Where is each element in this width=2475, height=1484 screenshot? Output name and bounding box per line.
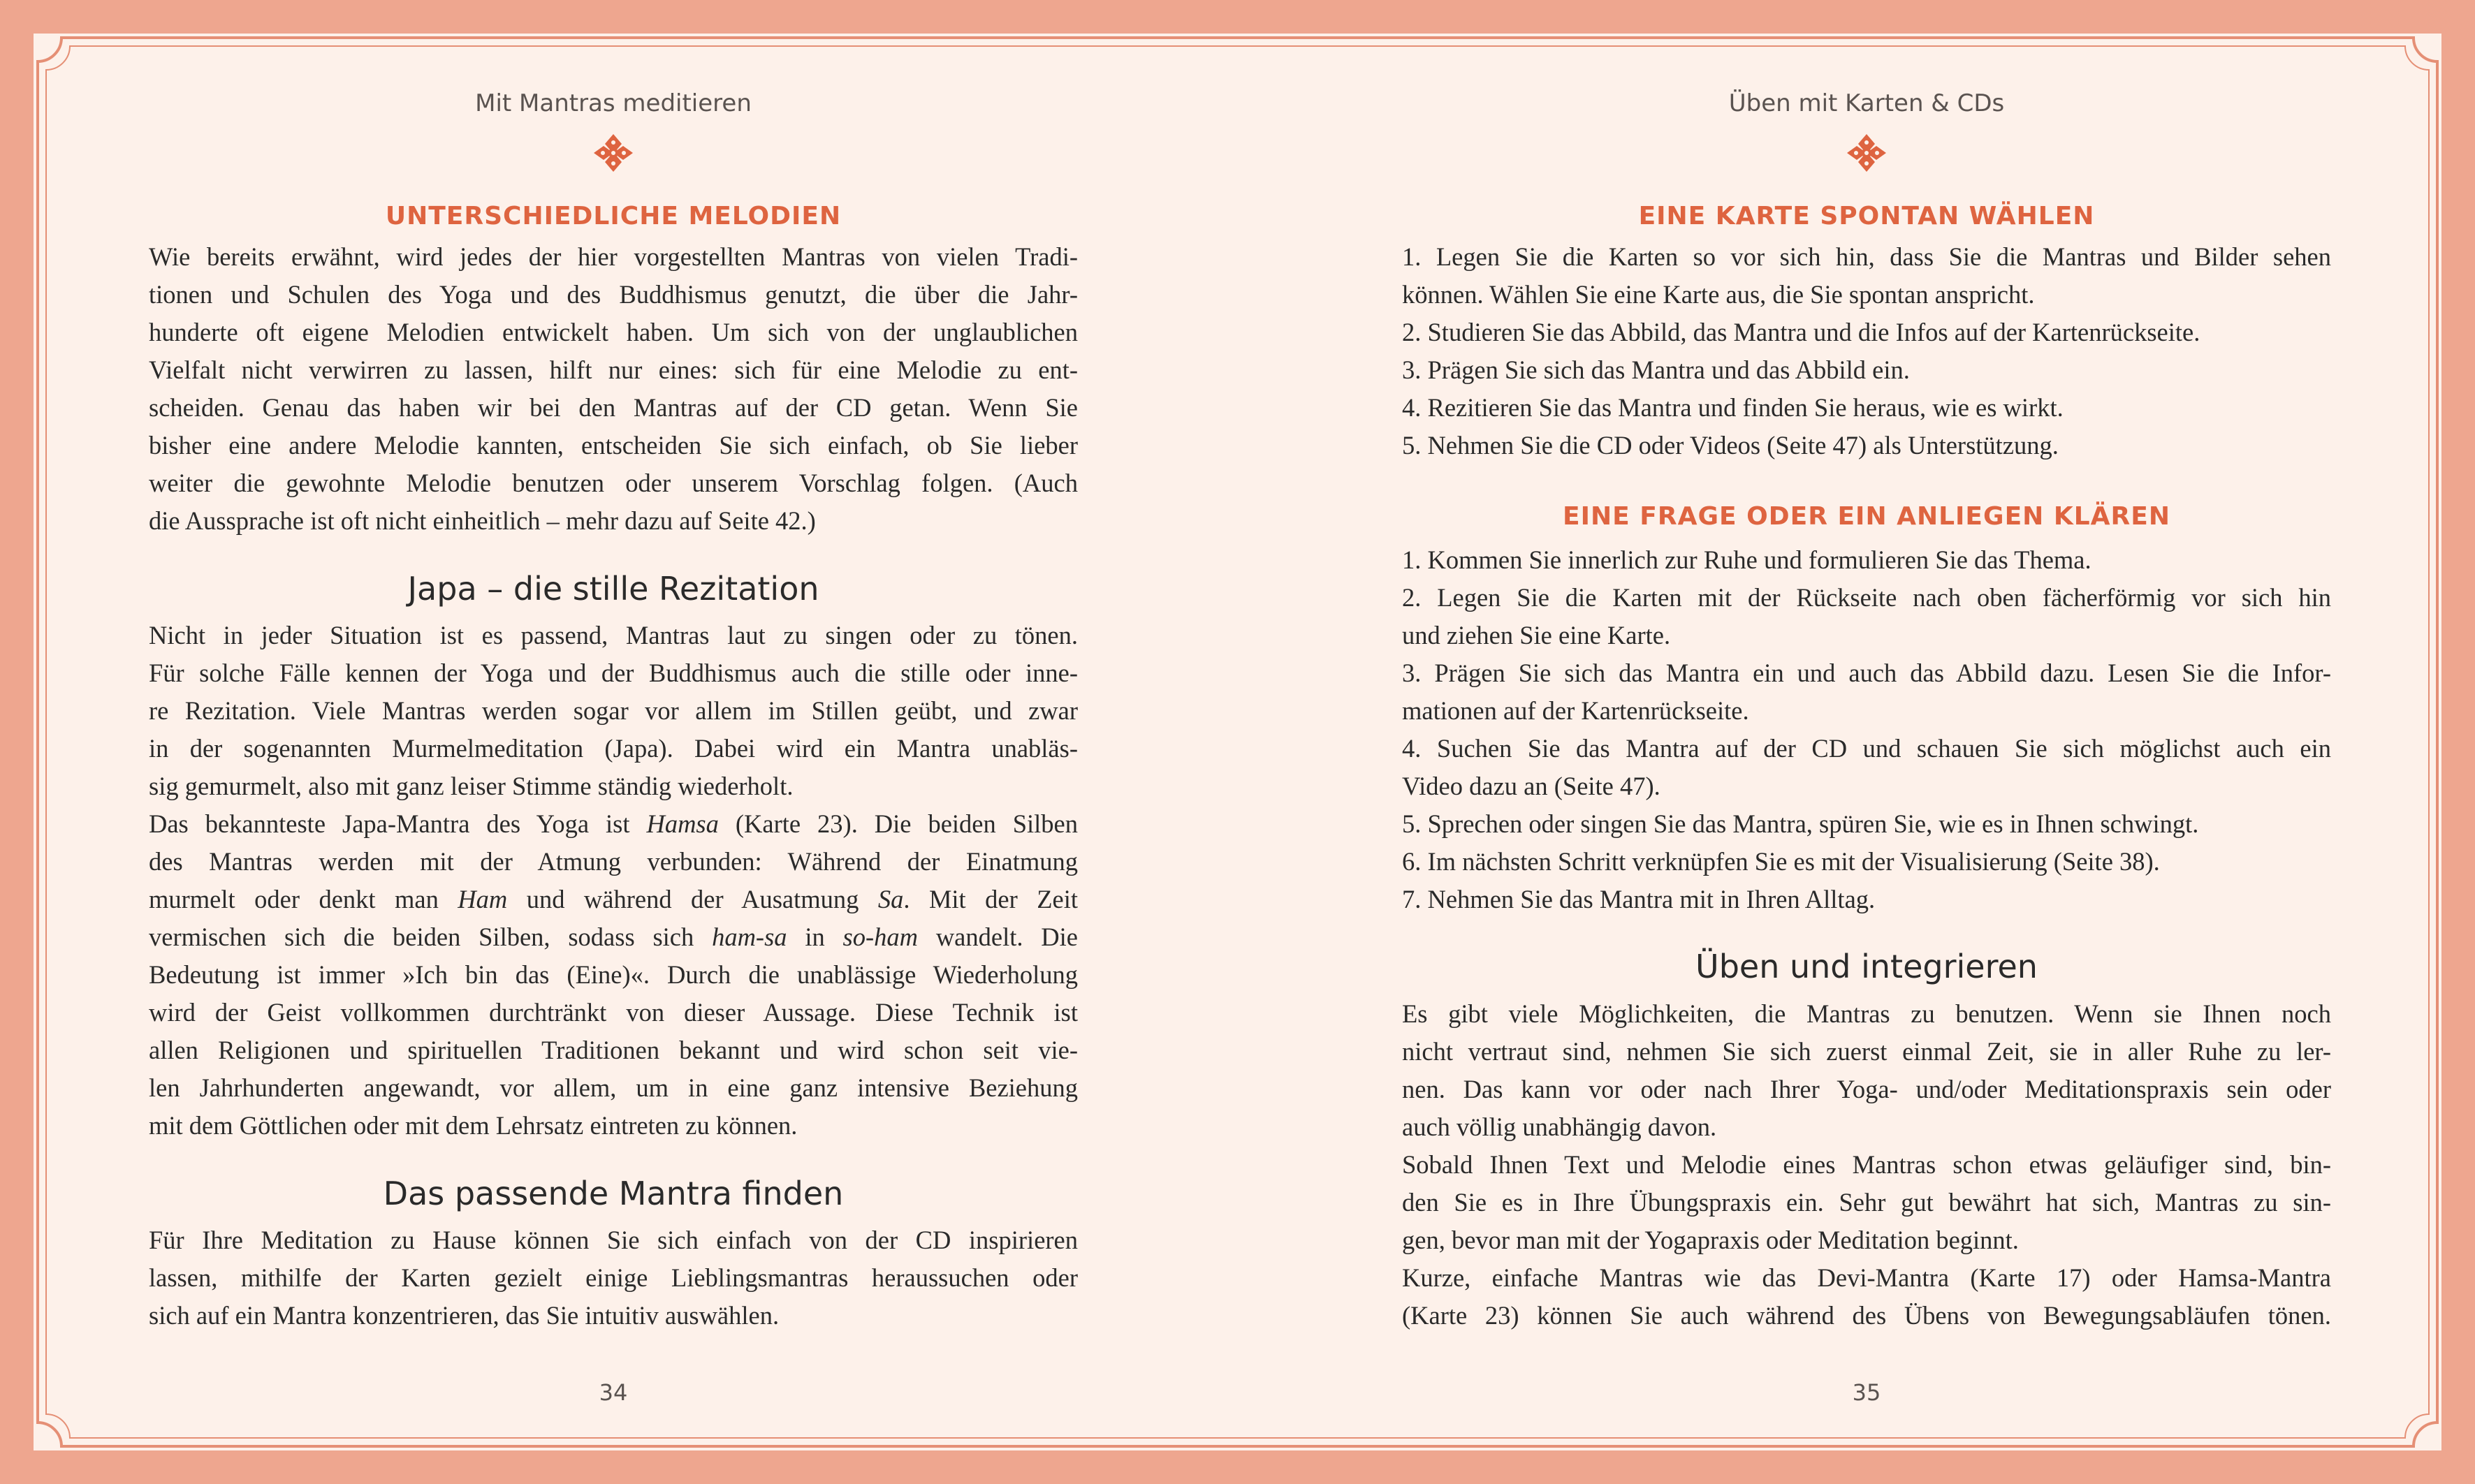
list-item: mationen auf der Kartenrückseite.: [1402, 696, 1749, 725]
text-line: vermischen sich die beiden Silben, sodass sich ham-sa in so-ham wandelt. Die: [149, 923, 1078, 951]
text-line: allen Religionen und spirituellen Traditionen bekannt und wird schon seit vie-: [149, 1036, 1078, 1064]
text-line: Kurze, einfache Mantras wie das Devi-Mantra (Karte 17) oder Hamsa-Mantra: [1402, 1263, 2331, 1292]
page-number: 34: [599, 1379, 628, 1406]
text-line: bisher eine andere Melodie kannten, entscheiden Sie sich einfach, ob Sie lieber: [149, 431, 1078, 460]
list-item: 4. Rezitieren Sie das Mantra und finden Sie heraus, wie es wirkt.: [1402, 393, 2064, 422]
text-line: wird der Geist vollkommen durchtränkt von dieser Aussage. Diese Technik ist: [149, 998, 1078, 1027]
text-line: lassen, mithilfe der Karten gezielt einige Lieblingsmantras heraussuchen oder: [149, 1263, 1078, 1292]
section-heading: EINE KARTE SPONTAN WÄHLEN: [1638, 202, 2095, 230]
list-item: 5. Nehmen Sie die CD oder Videos (Seite 47) als Unterstützung.: [1402, 431, 2059, 460]
text-line: weiter die gewohnte Melodie benutzen oder unserem Vorschlag folgen. (Auch: [149, 469, 1078, 497]
flower-ornament-icon: [591, 133, 636, 173]
flower-ornament-icon: [1844, 133, 1889, 173]
text-line: sig gemurmelt, also mit ganz leiser Stimme ständig wiederholt.: [149, 772, 794, 800]
text-line: die Aussprache ist oft nicht einheitlich – mehr dazu auf Seite 42.): [149, 506, 816, 535]
page-number: 35: [1852, 1379, 1881, 1406]
list-item: 5. Sprechen oder singen Sie das Mantra, spüren Sie, wie es in Ihnen schwingt.: [1402, 809, 2199, 838]
text-line: len Jahrhunderten angewandt, vor allem, um in eine ganz intensive Beziehung: [149, 1073, 1078, 1102]
numbered-list: [1402, 238, 2331, 464]
list-item: 6. Im nächsten Schritt verknüpfen Sie es mit der Visualisierung (Seite 38).: [1402, 847, 2160, 876]
text-line: Für Ihre Meditation zu Hause können Sie sich einfach von der CD inspirieren: [149, 1226, 1078, 1254]
list-item: 3. Prägen Sie sich das Mantra ein und auch das Abbild dazu. Lesen Sie die Infor-: [1402, 659, 2331, 687]
paragraph: [1402, 995, 2331, 1335]
subsection-heading: Japa – die stille Rezitation: [407, 570, 819, 608]
list-item: Video dazu an (Seite 47).: [1402, 772, 1660, 800]
list-item: 3. Prägen Sie sich das Mantra und das Abbild ein.: [1402, 355, 1910, 384]
text-line: Wie bereits erwähnt, wird jedes der hier vorgestellten Mantras von vielen Tradi-: [149, 242, 1078, 271]
section-heading: UNTERSCHIEDLICHE MELODIEN: [385, 202, 842, 230]
list-item: 4. Suchen Sie das Mantra auf der CD und schauen Sie sich möglichst auch ein: [1402, 734, 2331, 763]
text-line: sich auf ein Mantra konzentrieren, das Sie intuitiv auswählen.: [149, 1301, 780, 1330]
list-item: können. Wählen Sie eine Karte aus, die Sie spontan anspricht.: [1402, 280, 2035, 309]
text-line: murmelt oder denkt man Ham und während der Ausatmung Sa. Mit der Zeit: [149, 885, 1078, 913]
text-line: des Mantras werden mit der Atmung verbunden: Während der Einatmung: [149, 847, 1078, 876]
text-line: gen, bevor man mit der Yogapraxis oder Meditation beginnt.: [1402, 1226, 2019, 1254]
text-line: re Rezitation. Viele Mantras werden sogar vor allem im Stillen geübt, und zwar: [149, 696, 1078, 725]
text-line: nen. Das kann vor oder nach Ihrer Yoga- und/oder Meditationspraxis sein oder: [1402, 1075, 2331, 1103]
text-line: Es gibt viele Möglichkeiten, die Mantras zu benutzen. Wenn sie Ihnen noch: [1402, 999, 2331, 1028]
text-line: scheiden. Genau das haben wir bei den Mantras auf der CD getan. Wenn Sie: [149, 393, 1078, 422]
list-item: 2. Studieren Sie das Abbild, das Mantra und die Infos auf der Kartenrückseite.: [1402, 318, 2200, 346]
numbered-list: [1402, 541, 2331, 918]
paragraph: [149, 617, 1078, 1145]
list-item: 1. Legen Sie die Karten so vor sich hin, dass Sie die Mantras und Bilder sehen: [1402, 242, 2331, 271]
text-line: auch völlig unabhängig davon.: [1402, 1112, 1717, 1141]
subsection-heading: Das passende Mantra finden: [383, 1175, 844, 1212]
text-line: in der sogenannten Murmelmeditation (Japa). Dabei wird ein Mantra unabläs-: [149, 734, 1078, 763]
text-line: Das bekannteste Japa-Mantra des Yoga ist Hamsa (Karte 23). Die beiden Silben: [149, 809, 1079, 838]
text-line: Sobald Ihnen Text und Melodie eines Mantras schon etwas geläufiger sind, bin-: [1402, 1150, 2331, 1179]
list-item: 2. Legen Sie die Karten mit der Rückseite nach oben fächerförmig vor sich hin: [1402, 583, 2331, 612]
text-line: nicht vertraut sind, nehmen Sie sich zuerst einmal Zeit, sie in aller Ruhe zu ler-: [1402, 1037, 2331, 1066]
subsection-heading: Üben und integrieren: [1695, 948, 2038, 985]
text-line: mit dem Göttlichen oder mit dem Lehrsatz eintreten zu können.: [149, 1111, 798, 1140]
text-line: Bedeutung ist immer »Ich bin das (Eine)«. Durch die unablässige Wiederholung: [149, 960, 1078, 989]
list-item: 1. Kommen Sie innerlich zur Ruhe und formulieren Sie das Thema.: [1402, 545, 2091, 574]
list-item: und ziehen Sie eine Karte.: [1402, 621, 1671, 649]
list-item: 7. Nehmen Sie das Mantra mit in Ihren Alltag.: [1402, 885, 1876, 913]
section-heading: EINE FRAGE ODER EIN ANLIEGEN KLÄREN: [1563, 502, 2170, 531]
running-head: Üben mit Karten & CDs: [1728, 89, 2005, 117]
text-line: den Sie es in Ihre Übungspraxis ein. Sehr gut bewährt hat sich, Mantras zu sin-: [1402, 1188, 2331, 1217]
text-line: (Karte 23) können Sie auch während des Übens von Bewegungsabläufen tönen.: [1402, 1301, 2331, 1330]
paragraph: [149, 238, 1078, 540]
text-line: Nicht in jeder Situation ist es passend, Mantras laut zu singen oder zu tönen.: [149, 621, 1078, 649]
paragraph: [149, 1221, 1078, 1335]
text-line: Für solche Fälle kennen der Yoga und der Buddhismus auch die stille oder inne-: [149, 659, 1078, 687]
text-line: tionen und Schulen des Yoga und des Buddhismus genutzt, die über die Jahr-: [149, 280, 1078, 309]
text-line: hunderte oft eigene Melodien entwickelt haben. Um sich von der unglaublichen: [149, 318, 1078, 346]
running-head: Mit Mantras meditieren: [475, 89, 752, 117]
text-line: Vielfalt nicht verwirren zu lassen, hilft nur eines: sich für eine Melodie zu ent-: [149, 355, 1078, 384]
